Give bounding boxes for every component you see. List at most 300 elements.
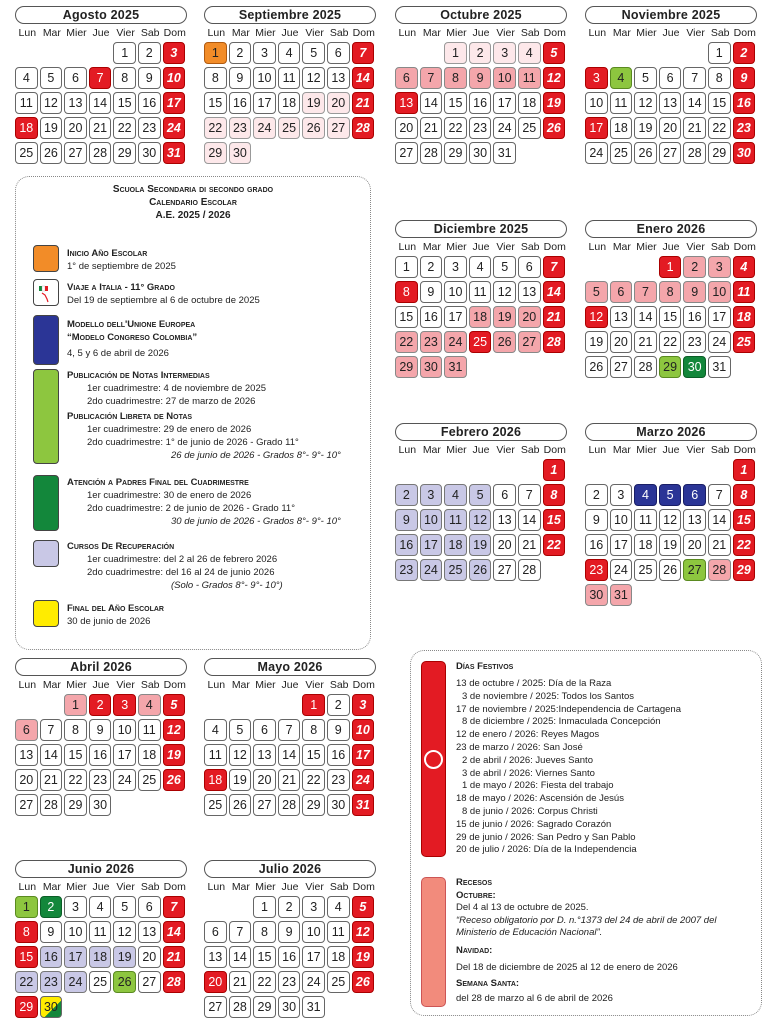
day-cell: 14: [89, 92, 112, 114]
day-cell: 16: [278, 946, 301, 968]
day-cell: 31: [444, 356, 467, 378]
day-cell: 21: [708, 534, 731, 556]
empty-cell: [518, 459, 541, 481]
month-title: Enero 2026: [585, 220, 757, 238]
day-cell: 31: [352, 794, 375, 816]
day-cell: 30: [229, 142, 252, 164]
day-cell: 29: [64, 794, 87, 816]
day-cell: 6: [493, 484, 516, 506]
legend-recup-1: 1er cuadrimestre: del 2 al 26 de febrero 2026: [87, 554, 278, 565]
weekday-label: Jue: [92, 881, 110, 893]
day-cell: 25: [204, 794, 227, 816]
day-cell: 18: [278, 92, 301, 114]
day-cell: 5: [163, 694, 186, 716]
day-cell: 8: [444, 67, 467, 89]
day-cell: 22: [113, 117, 136, 139]
day-cell: 14: [352, 67, 375, 89]
day-cell: 16: [683, 306, 706, 328]
day-cell: 4: [469, 256, 492, 278]
day-cell: 10: [253, 67, 276, 89]
day-cell: 20: [253, 769, 276, 791]
day-cell: 30: [138, 142, 161, 164]
day-cell: 18: [204, 769, 227, 791]
day-cell: 26: [302, 117, 325, 139]
day-cell: 19: [229, 769, 252, 791]
day-cell: 11: [15, 92, 38, 114]
day-cell: 25: [610, 142, 633, 164]
legend-header: [16, 183, 370, 222]
day-cell: 20: [138, 946, 161, 968]
weekday-label: Dom: [352, 679, 375, 691]
day-cell: 13: [253, 744, 276, 766]
day-cell: 22: [204, 117, 227, 139]
festivos-list: [456, 678, 681, 857]
empty-cell: [585, 459, 608, 481]
day-grid: [204, 42, 376, 164]
day-cell: 10: [420, 509, 443, 531]
empty-cell: [634, 42, 657, 64]
day-cell: 26: [659, 559, 682, 581]
day-cell: 23: [138, 117, 161, 139]
empty-cell: [469, 459, 492, 481]
day-cell: 27: [15, 794, 38, 816]
day-cell: 22: [733, 534, 756, 556]
day-cell: 26: [469, 559, 492, 581]
weekday-label: Mier: [636, 27, 657, 39]
day-cell: 18: [610, 117, 633, 139]
day-cell: 22: [543, 534, 566, 556]
day-cell: 13: [395, 92, 418, 114]
weekday-label: Lun: [18, 679, 37, 691]
day-cell: 1: [302, 694, 325, 716]
recesos-ss-1: del 28 de marzo al 6 de abril de 2026: [456, 992, 613, 1004]
weekday-header: [204, 27, 376, 39]
legend-swatch-final: [33, 600, 59, 627]
day-cell: 20: [327, 92, 350, 114]
recesos-ss-title: Semana Santa:: [456, 978, 520, 990]
day-cell: 12: [543, 67, 566, 89]
day-cell: 5: [659, 484, 682, 506]
month-title: Julio 2026: [204, 860, 376, 878]
day-cell: 9: [733, 67, 756, 89]
weekday-label: Jue: [92, 679, 110, 691]
day-cell: 1: [733, 459, 756, 481]
day-cell: 7: [634, 281, 657, 303]
day-cell: 16: [395, 534, 418, 556]
day-cell: 16: [585, 534, 608, 556]
legend-padres-2: 2do cuadrimestre: 2 de junio de 2026 - Grado 11°: [87, 503, 296, 514]
day-cell: 3: [493, 42, 516, 64]
day-cell: 4: [15, 67, 38, 89]
day-cell: 24: [493, 117, 516, 139]
weekday-label: Vier: [496, 444, 515, 456]
day-cell: 6: [610, 281, 633, 303]
day-cell: 29: [302, 794, 325, 816]
day-cell: 7: [229, 921, 252, 943]
day-cell: 2: [138, 42, 161, 64]
day-cell: 28: [708, 559, 731, 581]
day-cell: 8: [395, 281, 418, 303]
day-grid: [15, 694, 187, 816]
day-cell: 11: [138, 719, 161, 741]
day-cell: 29: [204, 142, 227, 164]
day-cell: 11: [327, 921, 350, 943]
day-grid: [204, 896, 376, 1018]
legend-padres-1: 1er cuadrimestre: 30 de enero de 2026: [87, 490, 252, 501]
day-cell: 11: [518, 67, 541, 89]
legend-padres-3: 30 de junio de 2026 - Grados 8°- 9°- 10°: [171, 516, 341, 527]
day-cell: 9: [469, 67, 492, 89]
day-cell: 4: [138, 694, 161, 716]
day-cell: 11: [204, 744, 227, 766]
day-cell: 21: [229, 971, 252, 993]
day-cell: 18: [634, 534, 657, 556]
month-dic: [395, 220, 567, 378]
day-grid: [585, 256, 757, 378]
legend-notas-1: 1er cuadrimestre: 4 de noviembre de 2025: [87, 383, 267, 394]
day-cell: 16: [469, 92, 492, 114]
day-cell: 5: [40, 67, 63, 89]
day-cell: 28: [683, 142, 706, 164]
weekday-label: Vier: [116, 679, 135, 691]
day-cell: 28: [40, 794, 63, 816]
day-cell: 17: [302, 946, 325, 968]
day-cell: 12: [634, 92, 657, 114]
day-cell: 21: [89, 117, 112, 139]
legend-inicio-date: 1° de septiembre de 2025: [67, 261, 176, 272]
day-cell: 30: [469, 142, 492, 164]
day-cell: 30: [420, 356, 443, 378]
day-cell: 7: [352, 42, 375, 64]
day-cell: 5: [585, 281, 608, 303]
day-cell: 23: [40, 971, 63, 993]
empty-cell: [229, 694, 252, 716]
festivos-color-bar: [421, 661, 446, 857]
recesos-color-bar: [421, 877, 446, 1007]
day-cell: 29: [113, 142, 136, 164]
day-cell: 23: [469, 117, 492, 139]
month-title: Agosto 2025: [15, 6, 187, 24]
day-grid: [585, 459, 757, 606]
day-cell: 8: [253, 921, 276, 943]
day-cell: 4: [89, 896, 112, 918]
weekday-label: Jue: [662, 444, 680, 456]
day-cell: 20: [518, 306, 541, 328]
day-cell: 2: [683, 256, 706, 278]
day-cell: 11: [610, 92, 633, 114]
weekday-label: Vier: [686, 444, 705, 456]
legend-modelo: [67, 318, 197, 360]
weekday-header: [585, 444, 757, 456]
legend-recup-2: 2do cuadrimestre: del 16 al 24 de junio 2026: [87, 567, 275, 578]
festivo-item: 8 de diciembre / 2025: Inmaculada Concepción: [462, 716, 661, 728]
day-cell: 11: [634, 509, 657, 531]
day-cell: 18: [444, 534, 467, 556]
day-cell: 4: [610, 67, 633, 89]
day-cell: 22: [444, 117, 467, 139]
day-cell: 23: [278, 971, 301, 993]
day-cell: 26: [585, 356, 608, 378]
day-cell: 12: [163, 719, 186, 741]
day-cell: 12: [302, 67, 325, 89]
empty-cell: [253, 694, 276, 716]
festivo-item: 1 de mayo / 2026: Fiesta del trabajo: [462, 780, 614, 792]
day-cell: 1: [113, 42, 136, 64]
day-cell: 10: [708, 281, 731, 303]
day-cell: 6: [138, 896, 161, 918]
day-cell: 21: [163, 946, 186, 968]
legend-viaje-date: Del 19 de septiembre al 6 de octubre de 2025: [67, 295, 260, 306]
month-title: Junio 2026: [15, 860, 187, 878]
weekday-label: Dom: [543, 444, 566, 456]
day-cell: 10: [610, 509, 633, 531]
empty-cell: [229, 896, 252, 918]
weekday-header: [585, 27, 757, 39]
weekday-label: Jue: [281, 881, 299, 893]
day-cell: 23: [89, 769, 112, 791]
day-cell: 8: [543, 484, 566, 506]
recesos-oct-title: Octubre:: [456, 889, 496, 901]
day-cell: 22: [302, 769, 325, 791]
day-cell: 10: [64, 921, 87, 943]
day-cell: 25: [733, 331, 756, 353]
day-cell: 23: [420, 331, 443, 353]
day-cell: 9: [585, 509, 608, 531]
day-cell: 17: [493, 92, 516, 114]
day-cell: 18: [15, 117, 38, 139]
legend-libreta-3: 26 de junio de 2026 - Grados 8°- 9°- 10°: [171, 450, 341, 461]
day-cell: 27: [683, 559, 706, 581]
day-cell: 1: [444, 42, 467, 64]
day-cell: 10: [493, 67, 516, 89]
weekday-label: Lun: [588, 27, 607, 39]
empty-cell: [634, 459, 657, 481]
day-cell: 25: [327, 971, 350, 993]
day-cell: 30: [585, 584, 608, 606]
day-cell: 9: [683, 281, 706, 303]
day-cell: 23: [395, 559, 418, 581]
day-cell: 23: [585, 559, 608, 581]
weekday-label: Lun: [398, 241, 417, 253]
month-title: Diciembre 2025: [395, 220, 567, 238]
weekday-label: Vier: [496, 241, 515, 253]
day-cell: 9: [40, 921, 63, 943]
day-cell: 30: [278, 996, 301, 1018]
day-cell: 6: [518, 256, 541, 278]
day-cell: 16: [138, 92, 161, 114]
day-cell: 6: [659, 67, 682, 89]
empty-cell: [420, 459, 443, 481]
legend-panel: [15, 176, 371, 650]
month-jun: [15, 860, 187, 1018]
weekday-label: Mar: [42, 679, 61, 691]
day-cell: 31: [493, 142, 516, 164]
weekday-label: Jue: [281, 27, 299, 39]
weekday-header: [204, 679, 376, 691]
legend-modelo-date: 4, 5 y 6 de abril de 2026: [67, 348, 169, 359]
weekday-label: Sab: [329, 27, 349, 39]
day-cell: 28: [634, 356, 657, 378]
empty-cell: [493, 459, 516, 481]
weekday-label: Mier: [255, 881, 276, 893]
day-cell: 8: [708, 67, 731, 89]
festivo-item: 12 de enero / 2026: Reyes Magos: [456, 729, 600, 741]
day-cell: 6: [64, 67, 87, 89]
day-cell: 21: [683, 117, 706, 139]
day-cell: 21: [518, 534, 541, 556]
day-cell: 24: [163, 117, 186, 139]
day-cell: 10: [352, 719, 375, 741]
weekday-label: Jue: [472, 444, 490, 456]
day-cell: 21: [543, 306, 566, 328]
day-cell: 19: [543, 92, 566, 114]
legend-notas-title: Publicación de Notas Intermedias: [67, 370, 210, 381]
day-cell: 24: [708, 331, 731, 353]
weekday-label: Mier: [66, 881, 87, 893]
day-cell: 30: [89, 794, 112, 816]
weekday-label: Sab: [329, 881, 349, 893]
festivo-item: 18 de mayo / 2026: Ascensión de Jesús: [456, 793, 624, 805]
legend-swatch-modelo: [33, 315, 59, 365]
day-cell: 28: [420, 142, 443, 164]
day-cell: 22: [659, 331, 682, 353]
weekday-label: Mar: [42, 881, 61, 893]
day-cell: 21: [420, 117, 443, 139]
festivo-item: 2 de abril / 2026: Jueves Santo: [462, 754, 593, 766]
day-cell: 20: [395, 117, 418, 139]
day-cell: 2: [327, 694, 350, 716]
day-cell: 23: [733, 117, 756, 139]
day-cell: 17: [352, 744, 375, 766]
day-cell: 17: [420, 534, 443, 556]
legend-inicio-title: Inicio Año Escolar: [67, 248, 148, 259]
month-title: Octubre 2025: [395, 6, 567, 24]
day-cell: 3: [708, 256, 731, 278]
day-cell: 15: [395, 306, 418, 328]
day-cell: 2: [733, 42, 756, 64]
day-cell: 5: [302, 42, 325, 64]
day-cell: 22: [64, 769, 87, 791]
day-cell: 19: [634, 117, 657, 139]
empty-cell: [15, 694, 38, 716]
empty-cell: [683, 42, 706, 64]
weekday-label: Mar: [612, 27, 631, 39]
day-cell: 30: [683, 356, 706, 378]
weekday-label: Vier: [496, 27, 515, 39]
day-grid: [395, 459, 567, 581]
day-cell: 4: [444, 484, 467, 506]
day-cell: 11: [89, 921, 112, 943]
weekday-label: Lun: [207, 27, 226, 39]
day-cell: 15: [253, 946, 276, 968]
day-cell: 24: [302, 971, 325, 993]
day-cell: 5: [469, 484, 492, 506]
empty-cell: [278, 694, 301, 716]
legend-modelo-title2: “Modelo Congreso Colombia”: [67, 332, 198, 343]
legend-swatch-notas: [33, 369, 59, 464]
day-cell: 31: [610, 584, 633, 606]
day-cell: 27: [204, 996, 227, 1018]
day-cell: 22: [395, 331, 418, 353]
day-cell: 20: [683, 534, 706, 556]
weekday-label: Dom: [352, 27, 375, 39]
day-cell: 1: [395, 256, 418, 278]
day-cell: 27: [395, 142, 418, 164]
weekday-label: Lun: [588, 444, 607, 456]
circle-icon: [424, 750, 443, 769]
day-cell: 19: [40, 117, 63, 139]
day-grid: [15, 42, 187, 164]
day-cell: 21: [352, 92, 375, 114]
day-cell: 28: [518, 559, 541, 581]
legend-libreta-1: 1er cuadrimestre: 29 de enero de 2026: [87, 424, 252, 435]
weekday-label: Jue: [281, 679, 299, 691]
month-title: Febrero 2026: [395, 423, 567, 441]
empty-cell: [683, 459, 706, 481]
weekday-label: Sab: [520, 444, 540, 456]
day-cell: 6: [395, 67, 418, 89]
day-cell: 29: [395, 356, 418, 378]
weekday-label: Mar: [231, 679, 250, 691]
day-cell: 9: [395, 509, 418, 531]
weekday-label: Vier: [116, 881, 135, 893]
festivo-item: 3 de noviembre / 2025: Todos los Santos: [462, 690, 634, 702]
recesos-nav-title: Navidad:: [456, 944, 493, 956]
day-cell: 25: [278, 117, 301, 139]
weekday-label: Sab: [710, 27, 730, 39]
day-cell: 9: [327, 719, 350, 741]
day-cell: 15: [113, 92, 136, 114]
day-cell: 2: [40, 896, 63, 918]
day-cell: 8: [302, 719, 325, 741]
day-cell: 12: [493, 281, 516, 303]
day-cell: 27: [659, 142, 682, 164]
day-cell: 27: [64, 142, 87, 164]
day-cell: 3: [420, 484, 443, 506]
day-cell: 26: [493, 331, 516, 353]
month-ago: [15, 6, 187, 164]
day-cell: 9: [229, 67, 252, 89]
day-cell: 12: [113, 921, 136, 943]
weekday-label: Dom: [543, 27, 566, 39]
weekday-label: Sab: [520, 27, 540, 39]
day-cell: 5: [113, 896, 136, 918]
festivos-title: Días Festivos: [456, 661, 514, 672]
day-cell: 18: [469, 306, 492, 328]
empty-cell: [659, 459, 682, 481]
day-cell: 10: [302, 921, 325, 943]
legend-notas-2: 2do cuadrimestre: 27 de marzo de 2026: [87, 396, 256, 407]
weekday-label: Dom: [733, 444, 756, 456]
day-cell: 18: [327, 946, 350, 968]
weekday-label: Mar: [612, 241, 631, 253]
day-cell: 14: [278, 744, 301, 766]
day-cell: 25: [469, 331, 492, 353]
weekday-label: Sab: [140, 881, 160, 893]
day-cell: 14: [229, 946, 252, 968]
day-cell: 12: [659, 509, 682, 531]
empty-cell: [40, 694, 63, 716]
day-cell: 24: [585, 142, 608, 164]
day-cell: 29: [659, 356, 682, 378]
weekday-label: Mier: [446, 241, 467, 253]
weekday-header: [395, 27, 567, 39]
day-cell: 5: [493, 256, 516, 278]
day-cell: 13: [518, 281, 541, 303]
weekday-label: Dom: [733, 27, 756, 39]
day-cell: 2: [469, 42, 492, 64]
day-cell: 1: [708, 42, 731, 64]
